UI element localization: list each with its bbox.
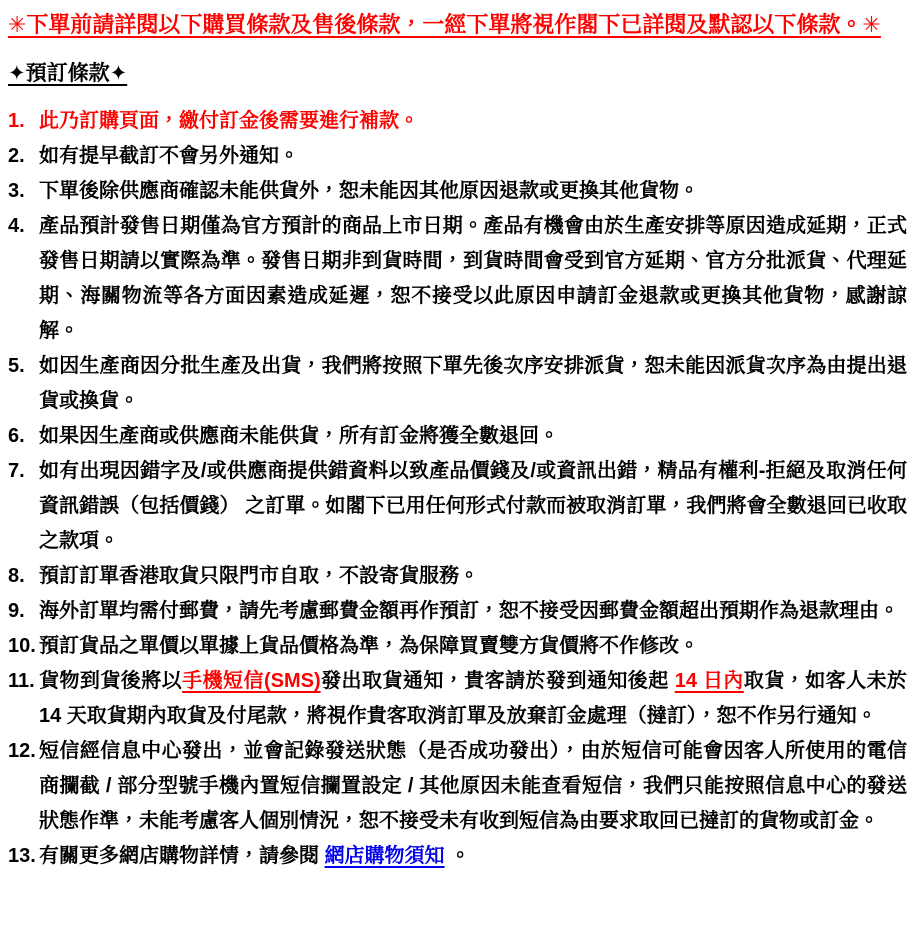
term-segment: 短信經信息中心發出，並會記錄發送狀態（是否成功發出），由於短信可能會因客人所使用的電信商攔截 / 部分型號手機內置短信攔置設定 / 其他原因未能查看短信，我們只能按照信息中心的發送狀態作準，未能考慮客人個別情況，恕不接受未有收到短信為由要求取回已撻訂的貨物或訂金。 [39, 740, 907, 832]
term-item [8, 454, 907, 559]
term-segment: 貨物到貨後將以 [39, 670, 183, 692]
term-item [8, 629, 907, 664]
term-item [8, 664, 907, 734]
term-segment: 產品預計發售日期僅為官方預計的商品上市日期。產品有機會由於生產安排等原因造成延期，正式發售日期請以實際為準。發售日期非到貨時間，到貨時間會受到官方延期、官方分批派貨、代理延期、海關物流等各方面因素造成延遲，恕不接受以此原因申請訂金退款或更換其他貨物，感謝諒解。 [39, 215, 907, 342]
term-segment: 預訂訂單香港取貨只限門市自取，不設寄貨服務。 [39, 565, 479, 587]
term-number: 9. [8, 600, 25, 622]
term-text [39, 594, 907, 629]
terms-list [8, 104, 907, 874]
term-text [39, 209, 907, 349]
term-item [8, 839, 907, 874]
section-title-preorder-terms: ✦預訂條款✦ [8, 62, 128, 85]
term-segment: 有關更多網店購物詳情，請參閱 [39, 845, 325, 867]
term-number: 6. [8, 425, 25, 447]
term-number: 8. [8, 565, 25, 587]
store-shopping-guide-link[interactable]: 網店購物須知 [324, 845, 445, 867]
term-highlight: 14 日內 [674, 670, 744, 692]
term-text [39, 734, 907, 839]
term-item [8, 209, 907, 349]
term-segment: 此乃訂購頁面，繳付訂金後需要進行補款。 [39, 110, 419, 132]
term-segment: 海外訂單均需付郵費，請先考慮郵費金額再作預訂，恕不接受因郵費金額超出預期作為退款理由。 [39, 600, 899, 622]
term-text [39, 629, 907, 664]
term-text [39, 104, 907, 139]
term-segment: 下單後除供應商確認未能供貨外，恕未能因其他原因退款或更換其他貨物。 [39, 180, 699, 202]
term-text [39, 419, 907, 454]
term-number: 5. [8, 355, 25, 377]
term-segment: 。 [444, 845, 471, 867]
term-text [39, 139, 907, 174]
term-item [8, 139, 907, 174]
term-number: 2. [8, 145, 25, 167]
term-text [39, 174, 907, 209]
term-segment: 如有提早截訂不會另外通知。 [39, 145, 299, 167]
term-number: 3. [8, 180, 25, 202]
term-number: 13. [8, 845, 36, 867]
term-highlight: 手機短信(SMS) [182, 670, 321, 692]
term-item [8, 594, 907, 629]
term-text [39, 559, 907, 594]
term-segment: 預訂貨品之單價以單據上貨品價格為準，為保障買賣雙方貨價將不作修改。 [39, 635, 699, 657]
term-segment: 取貨，如客人未於 14 天取貨期內取貨及付尾款，將視作貴客取消訂單及放棄訂金處理（撻訂），恕不作另行通知。 [39, 670, 908, 727]
purchase-terms-notice-heading: ✳下單前請詳閱以下購買條款及售後條款，一經下單將視作閣下已詳閱及默認以下條款。✳ [8, 12, 881, 37]
term-segment: 如果因生產商或供應商未能供貨，所有訂金將獲全數退回。 [39, 425, 559, 447]
term-segment: 發出取貨通知，貴客請於發到通知後起 [320, 670, 675, 692]
term-segment: 如有出現因錯字及/或供應商提供錯資料以致產品價錢及/或資訊出錯，精品有權利-拒絕及取消任何資訊錯誤（包括價錢） 之訂單。如閣下已用任何形式付款而被取消訂單，我們將會全數退回已收取之款項。 [39, 460, 907, 552]
term-number: 10. [8, 635, 36, 657]
term-item [8, 104, 907, 139]
term-number: 11. [8, 670, 35, 692]
term-item [8, 419, 907, 454]
term-item [8, 559, 907, 594]
term-text [39, 349, 907, 419]
term-text [39, 664, 907, 734]
term-text [39, 839, 907, 874]
term-item [8, 174, 907, 209]
term-number: 12. [8, 740, 36, 762]
term-number: 1. [8, 110, 25, 132]
term-item [8, 734, 907, 839]
term-text [39, 454, 907, 559]
term-number: 4. [8, 215, 25, 237]
term-segment: 如因生產商因分批生產及出貨，我們將按照下單先後次序安排派貨，恕未能因派貨次序為由提出退貨或換貨。 [39, 355, 907, 412]
term-number: 7. [8, 460, 25, 482]
term-item [8, 349, 907, 419]
